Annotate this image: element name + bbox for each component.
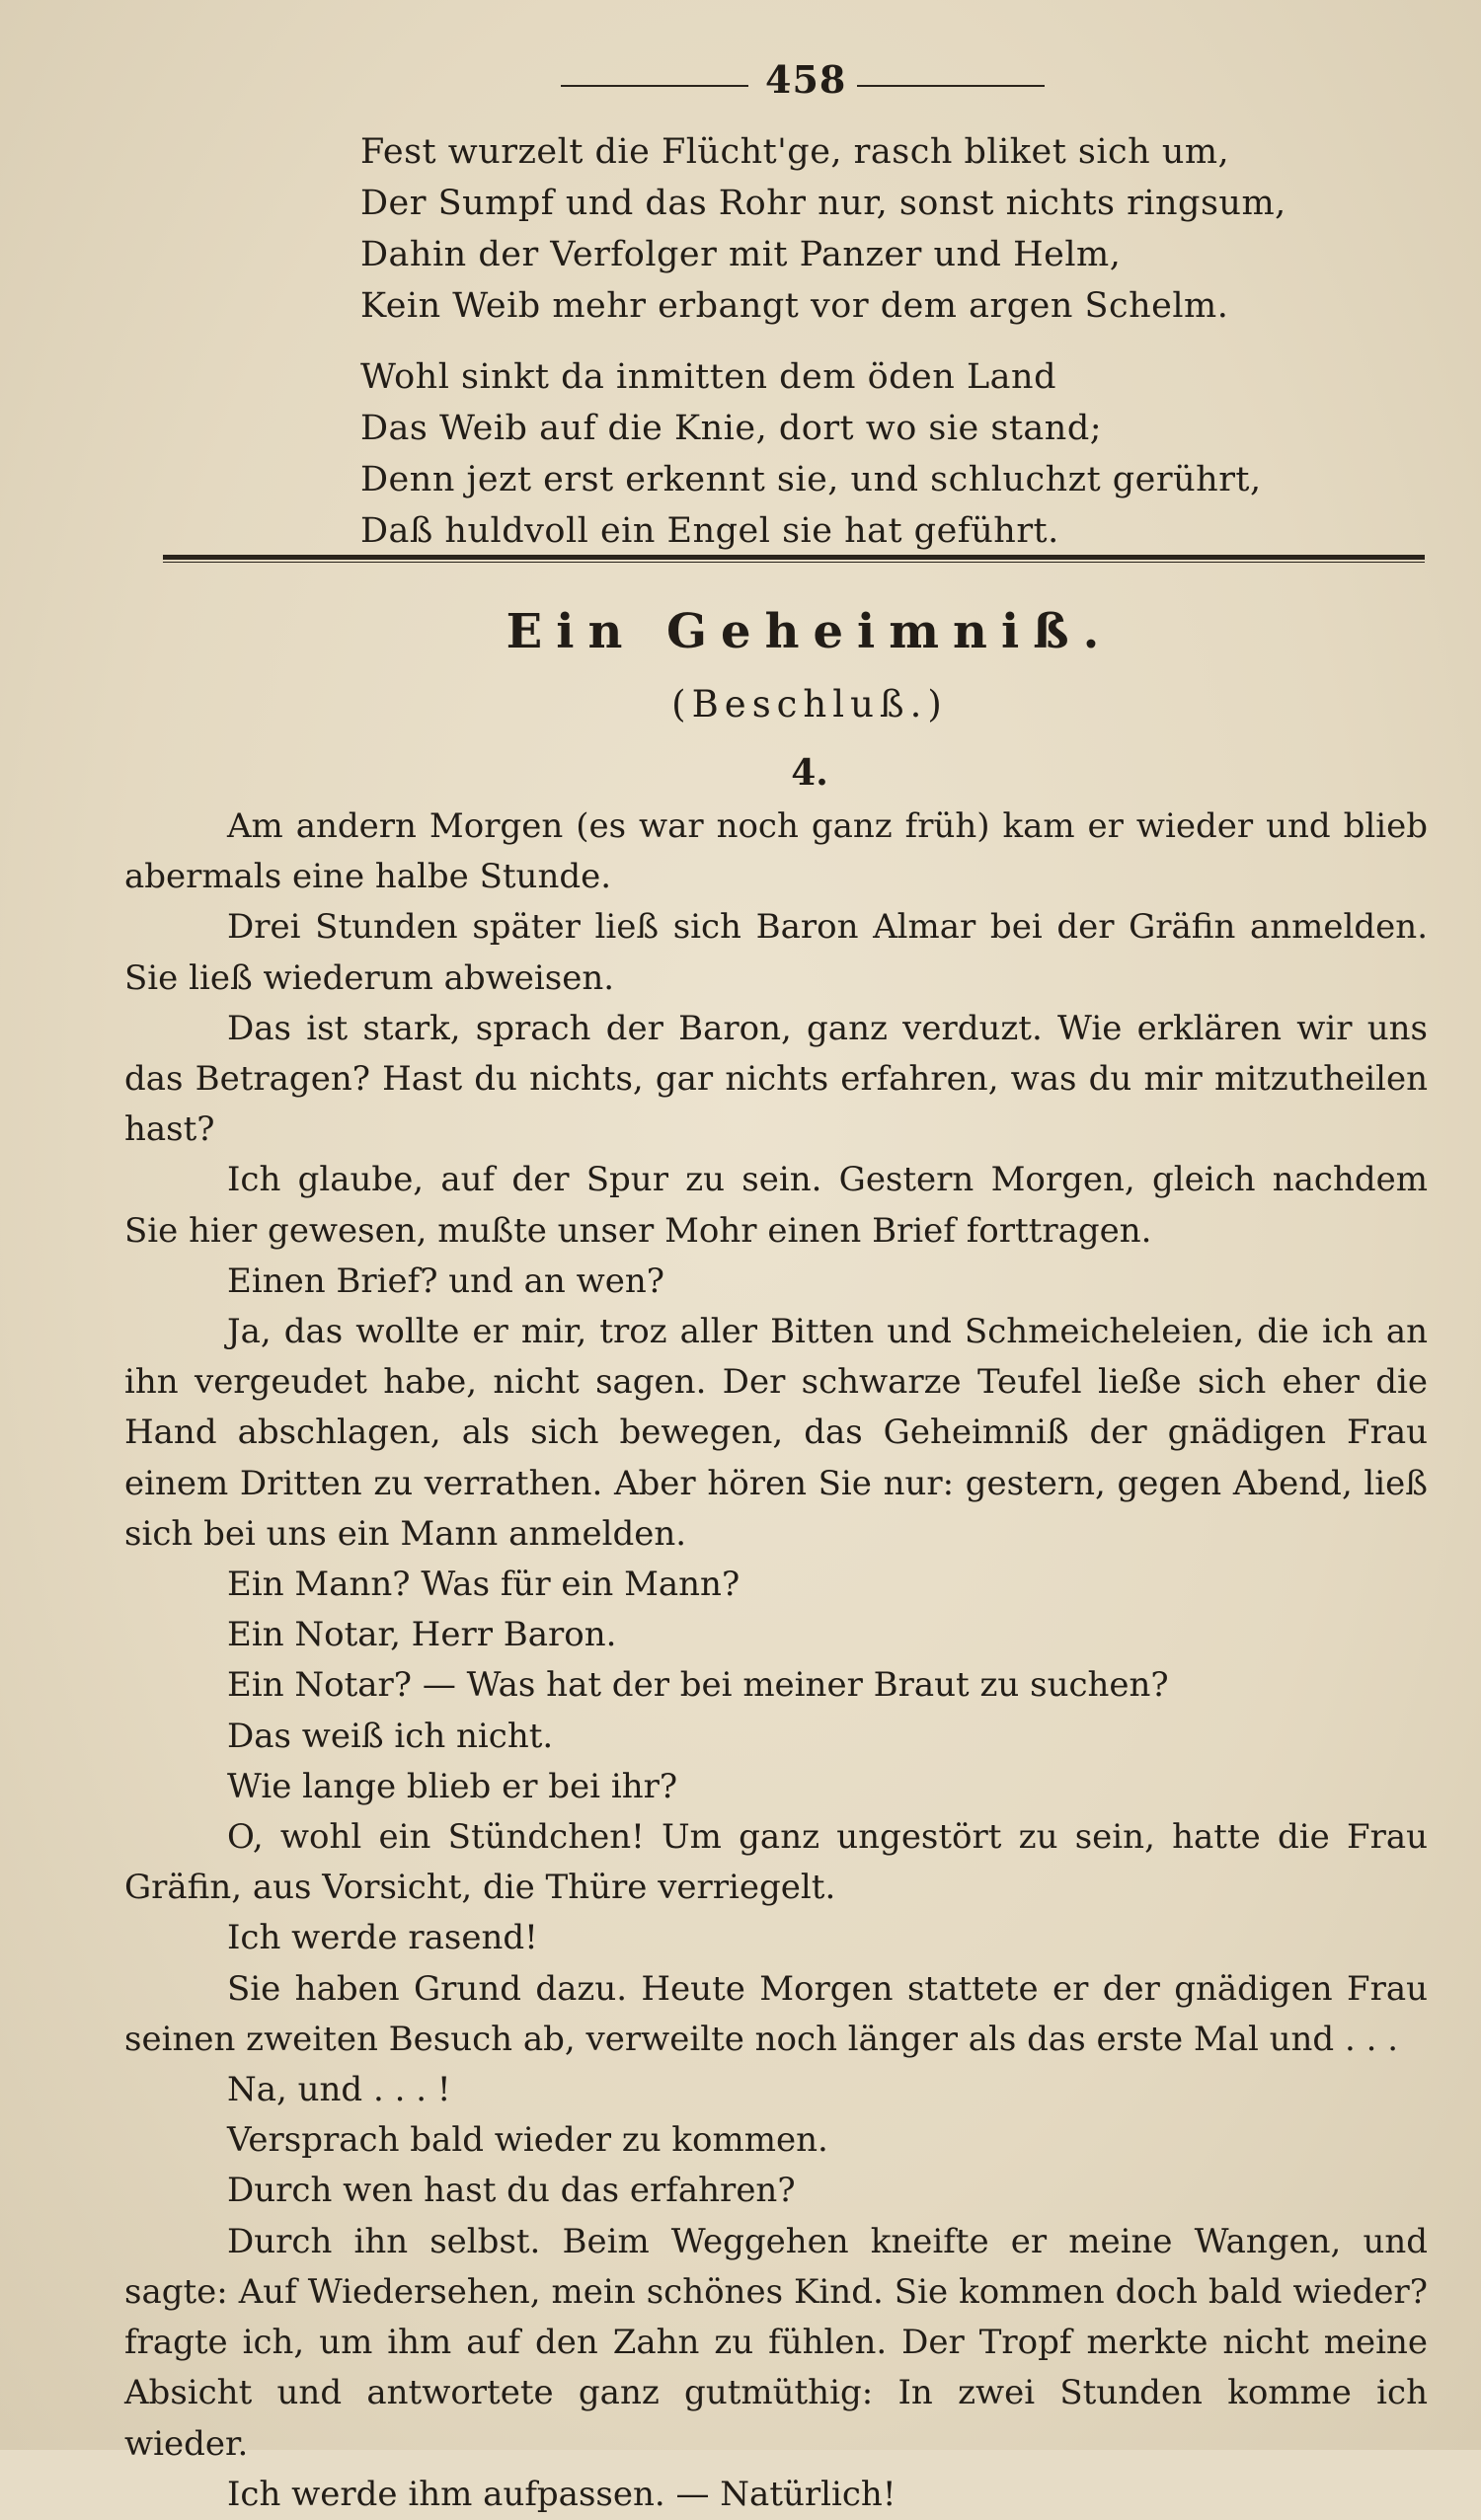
page-number: 458 [765,57,847,102]
poem-line: Das Weib auf die Knie, dort wo sie stand; [360,409,1103,448]
paragraph: Ja, das wollte er mir, troz aller Bitten und Schmeicheleien, die ich an ihn vergeudet habe, nicht sagen. Der schwarze Teufel ließe sich eher die Hand abschlagen, als sich bewegen, das Geheimniß der gnädigen Frau einem Dritten zu verrathen. Aber hören Sie nur: gestern, gegen Abend, ließ sich bei uns ein Mann anmelden. [124,1312,1428,1554]
paragraph: Durch ihn selbst. Beim Weggehen kneifte er meine Wangen, und sagte: Auf Wiedersehen, mein schönes Kind. Sie kommen doch bald wieder? fragte ich, um ihm auf den Zahn zu fühlen. Der Tropf merkte nicht meine Absicht und antwortete ganz gutmüthig: In zwei Stunden komme ich wieder. [124,2221,1428,2464]
section-divider [163,555,1425,563]
paragraph: Ein Notar? — Was hat der bei meiner Braut zu suchen? [227,1665,1169,1706]
paragraph: Ein Notar, Herr Baron. [227,1615,617,1655]
paragraph: Das weiß ich nicht. [227,1716,554,1756]
poem-line: Daß huldvoll ein Engel sie hat geführt. [360,511,1059,551]
paragraph: Sie haben Grund dazu. Heute Morgen stattete er der gnädigen Frau seinen zweiten Besuch ab, verweilte noch länger als das erste Mal und . . . [124,1968,1428,2059]
paragraph: O, wohl ein Stündchen! Um ganz ungestört zu sein, hatte die Frau Gräfin, aus Vorsicht, die Thüre verriegelt. [124,1817,1428,1908]
header-rule-left [561,85,748,87]
poem-line: Fest wurzelt die Flücht'ge, rasch bliket sich um, [360,132,1230,172]
paragraph: Wie lange blieb er bei ihr? [227,1766,678,1806]
poem-stanza [360,126,1348,332]
paragraph: Ich werde ihm aufpassen. — Natürlich! [227,2474,896,2514]
paragraph: Ich werde rasend! [227,1918,538,1958]
poem-line: Dahin der Verfolger mit Panzer und Helm, [360,235,1122,274]
paragraph: Das ist stark, sprach der Baron, ganz verduzt. Wie erklären wir uns das Betragen? Hast du nichts, gar nichts erfahren, was du mir mitzutheilen hast? [124,1008,1428,1150]
paragraph: Durch wen hast du das erfahren? [227,2171,796,2211]
poem-line: Der Sumpf und das Rohr nur, sonst nichts ringsum, [360,184,1286,223]
article-body [124,802,1428,2520]
paragraph: Versprach bald wieder zu kommen. [227,2120,828,2161]
paragraph: Drei Stunden später ließ sich Baron Almar bei der Gräfin anmelden. Sie ließ wiederum abweisen. [124,907,1428,998]
paragraph: Einen Brief? und an wen? [227,1260,664,1301]
poem-line: Kein Weib mehr erbangt vor dem argen Schelm. [360,286,1229,326]
paragraph: Ein Mann? Was für ein Mann? [227,1565,740,1605]
page-header [0,57,1481,107]
section-number: 4. [791,752,828,794]
paragraph: Ich glaube, auf der Spur zu sein. Gestern Morgen, gleich nachdem Sie hier gewesen, mußte unser Mohr einen Brief forttragen. [124,1160,1428,1251]
poem [360,126,1348,576]
header-rule-right [857,85,1045,87]
paragraph: Am andern Morgen (es war noch ganz früh) kam er wieder und blieb abermals eine halbe Stunde. [124,806,1428,897]
article-subtitle: (Beschluß.) [671,683,948,725]
paragraph: Na, und . . . ! [227,2070,451,2110]
article-title: Ein Geheimniß. [506,604,1114,659]
poem-line: Denn jezt erst erkennt sie, und schluchzt gerührt, [360,460,1262,499]
poem-stanza [360,351,1348,557]
poem-line: Wohl sinkt da inmitten dem öden Land [360,357,1056,397]
